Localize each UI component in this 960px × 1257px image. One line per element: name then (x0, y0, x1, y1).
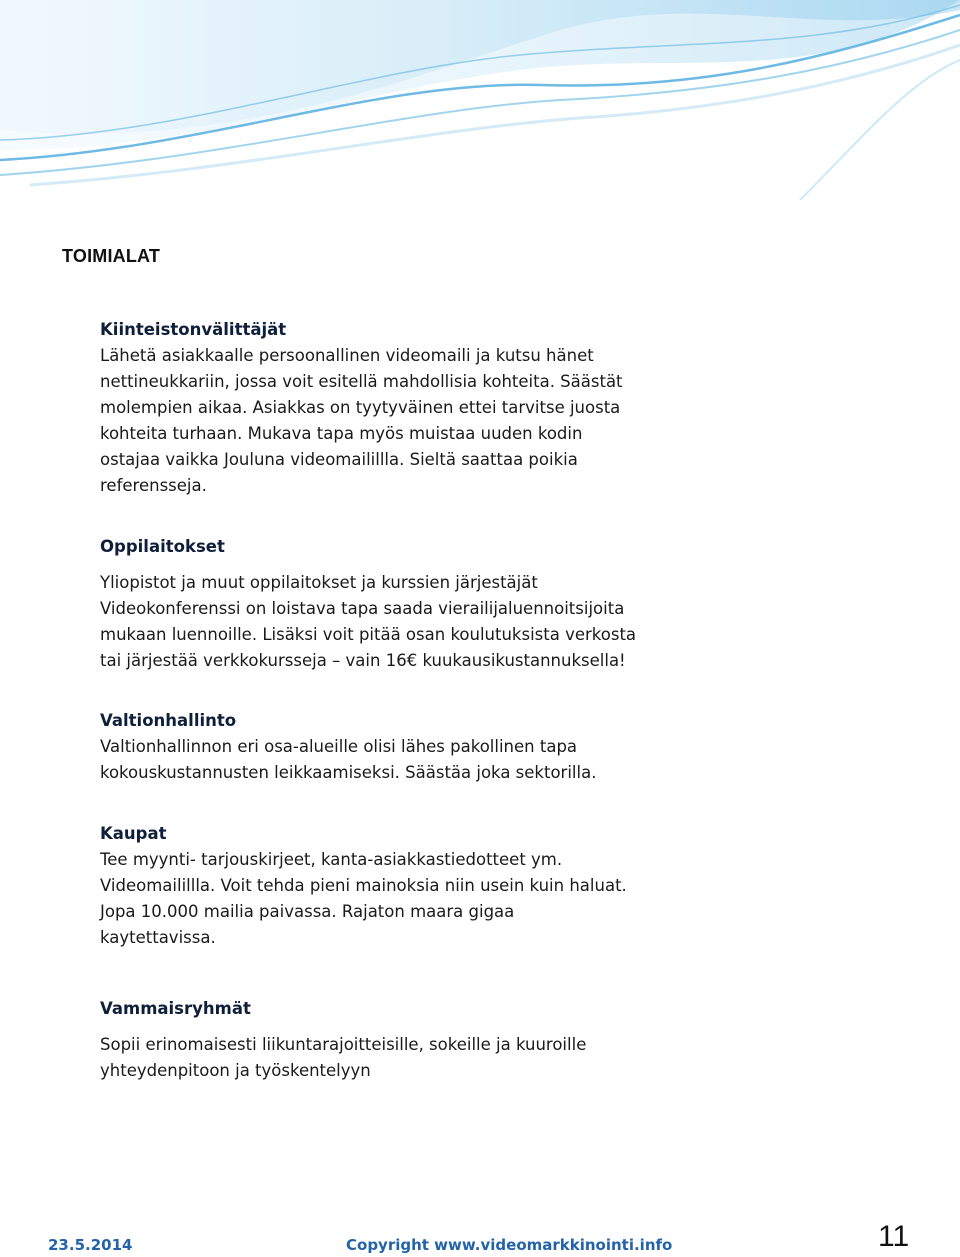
section-line: ostajaa vaikka Jouluna videomailillla. Sieltä saattaa poikia (100, 450, 578, 469)
section-line: referensseja. (100, 476, 207, 495)
footer-copyright: Copyright www.videomarkkinointi.info (346, 1236, 673, 1254)
section-line: Valtionhallinnon eri osa-alueille olisi lähes pakollinen tapa (100, 737, 578, 756)
section-line: Yliopistot ja muut oppilaitokset ja kurssien järjestäjät (100, 573, 538, 592)
section-title: Valtionhallinto (100, 711, 237, 730)
section-title: Oppilaitokset (100, 537, 225, 556)
section-title: Kiinteistonvälittäjät (100, 320, 287, 339)
section-line: kaytettavissa. (100, 928, 216, 947)
section-line: tai järjestää verkkokursseja – vain 16€ kuukausikustannuksella! (100, 651, 626, 670)
section-line: yhteydenpitoon ja työskentelyyn (100, 1061, 371, 1080)
section-line: Videokonferenssi on loistava tapa saada vierailijaluennoitsijoita (100, 599, 625, 618)
section-line: Sopii erinomaisesti liikuntarajoitteisille, sokeille ja kuuroille (100, 1035, 587, 1054)
section-valtionhallinto (100, 708, 670, 786)
section-title: Kaupat (100, 824, 167, 843)
section-line: molempien aikaa. Asiakkas on tyytyväinen ettei tarvitse juosta (100, 398, 621, 417)
header-wave-decoration (0, 0, 960, 200)
section-kiinteistonvalittajat (100, 317, 670, 499)
section-line: Tee myynti- tarjouskirjeet, kanta-asiakkastiedotteet ym. (100, 850, 563, 869)
section-line: Videomailillla. Voit tehda pieni mainoksia niin usein kuin haluat. (100, 876, 627, 895)
section-oppilaitokset (100, 534, 670, 674)
section-kaupat (100, 821, 670, 951)
section-line: Lähetä asiakkaalle persoonallinen videomaili ja kutsu hänet (100, 346, 594, 365)
page-heading: TOIMIALAT (62, 246, 161, 266)
section-line: mukaan luennoille. Lisäksi voit pitää osan koulutuksista verkosta (100, 625, 637, 644)
section-line: nettineukkariin, jossa voit esitellä mahdollisia kohteita. Säästät (100, 372, 623, 391)
section-line: Jopa 10.000 mailia paivassa. Rajaton maara gigaa (100, 902, 515, 921)
section-line: kokouskustannusten leikkaamiseksi. Säästäa joka sektorilla. (100, 763, 597, 782)
section-title: Vammaisryhmät (100, 999, 251, 1018)
footer-date: 23.5.2014 (48, 1236, 133, 1254)
page-number: 11 (878, 1220, 910, 1253)
section-line: kohteita turhaan. Mukava tapa myös muistaa uuden kodin (100, 424, 583, 443)
section-vammaisryhmat (100, 996, 670, 1084)
